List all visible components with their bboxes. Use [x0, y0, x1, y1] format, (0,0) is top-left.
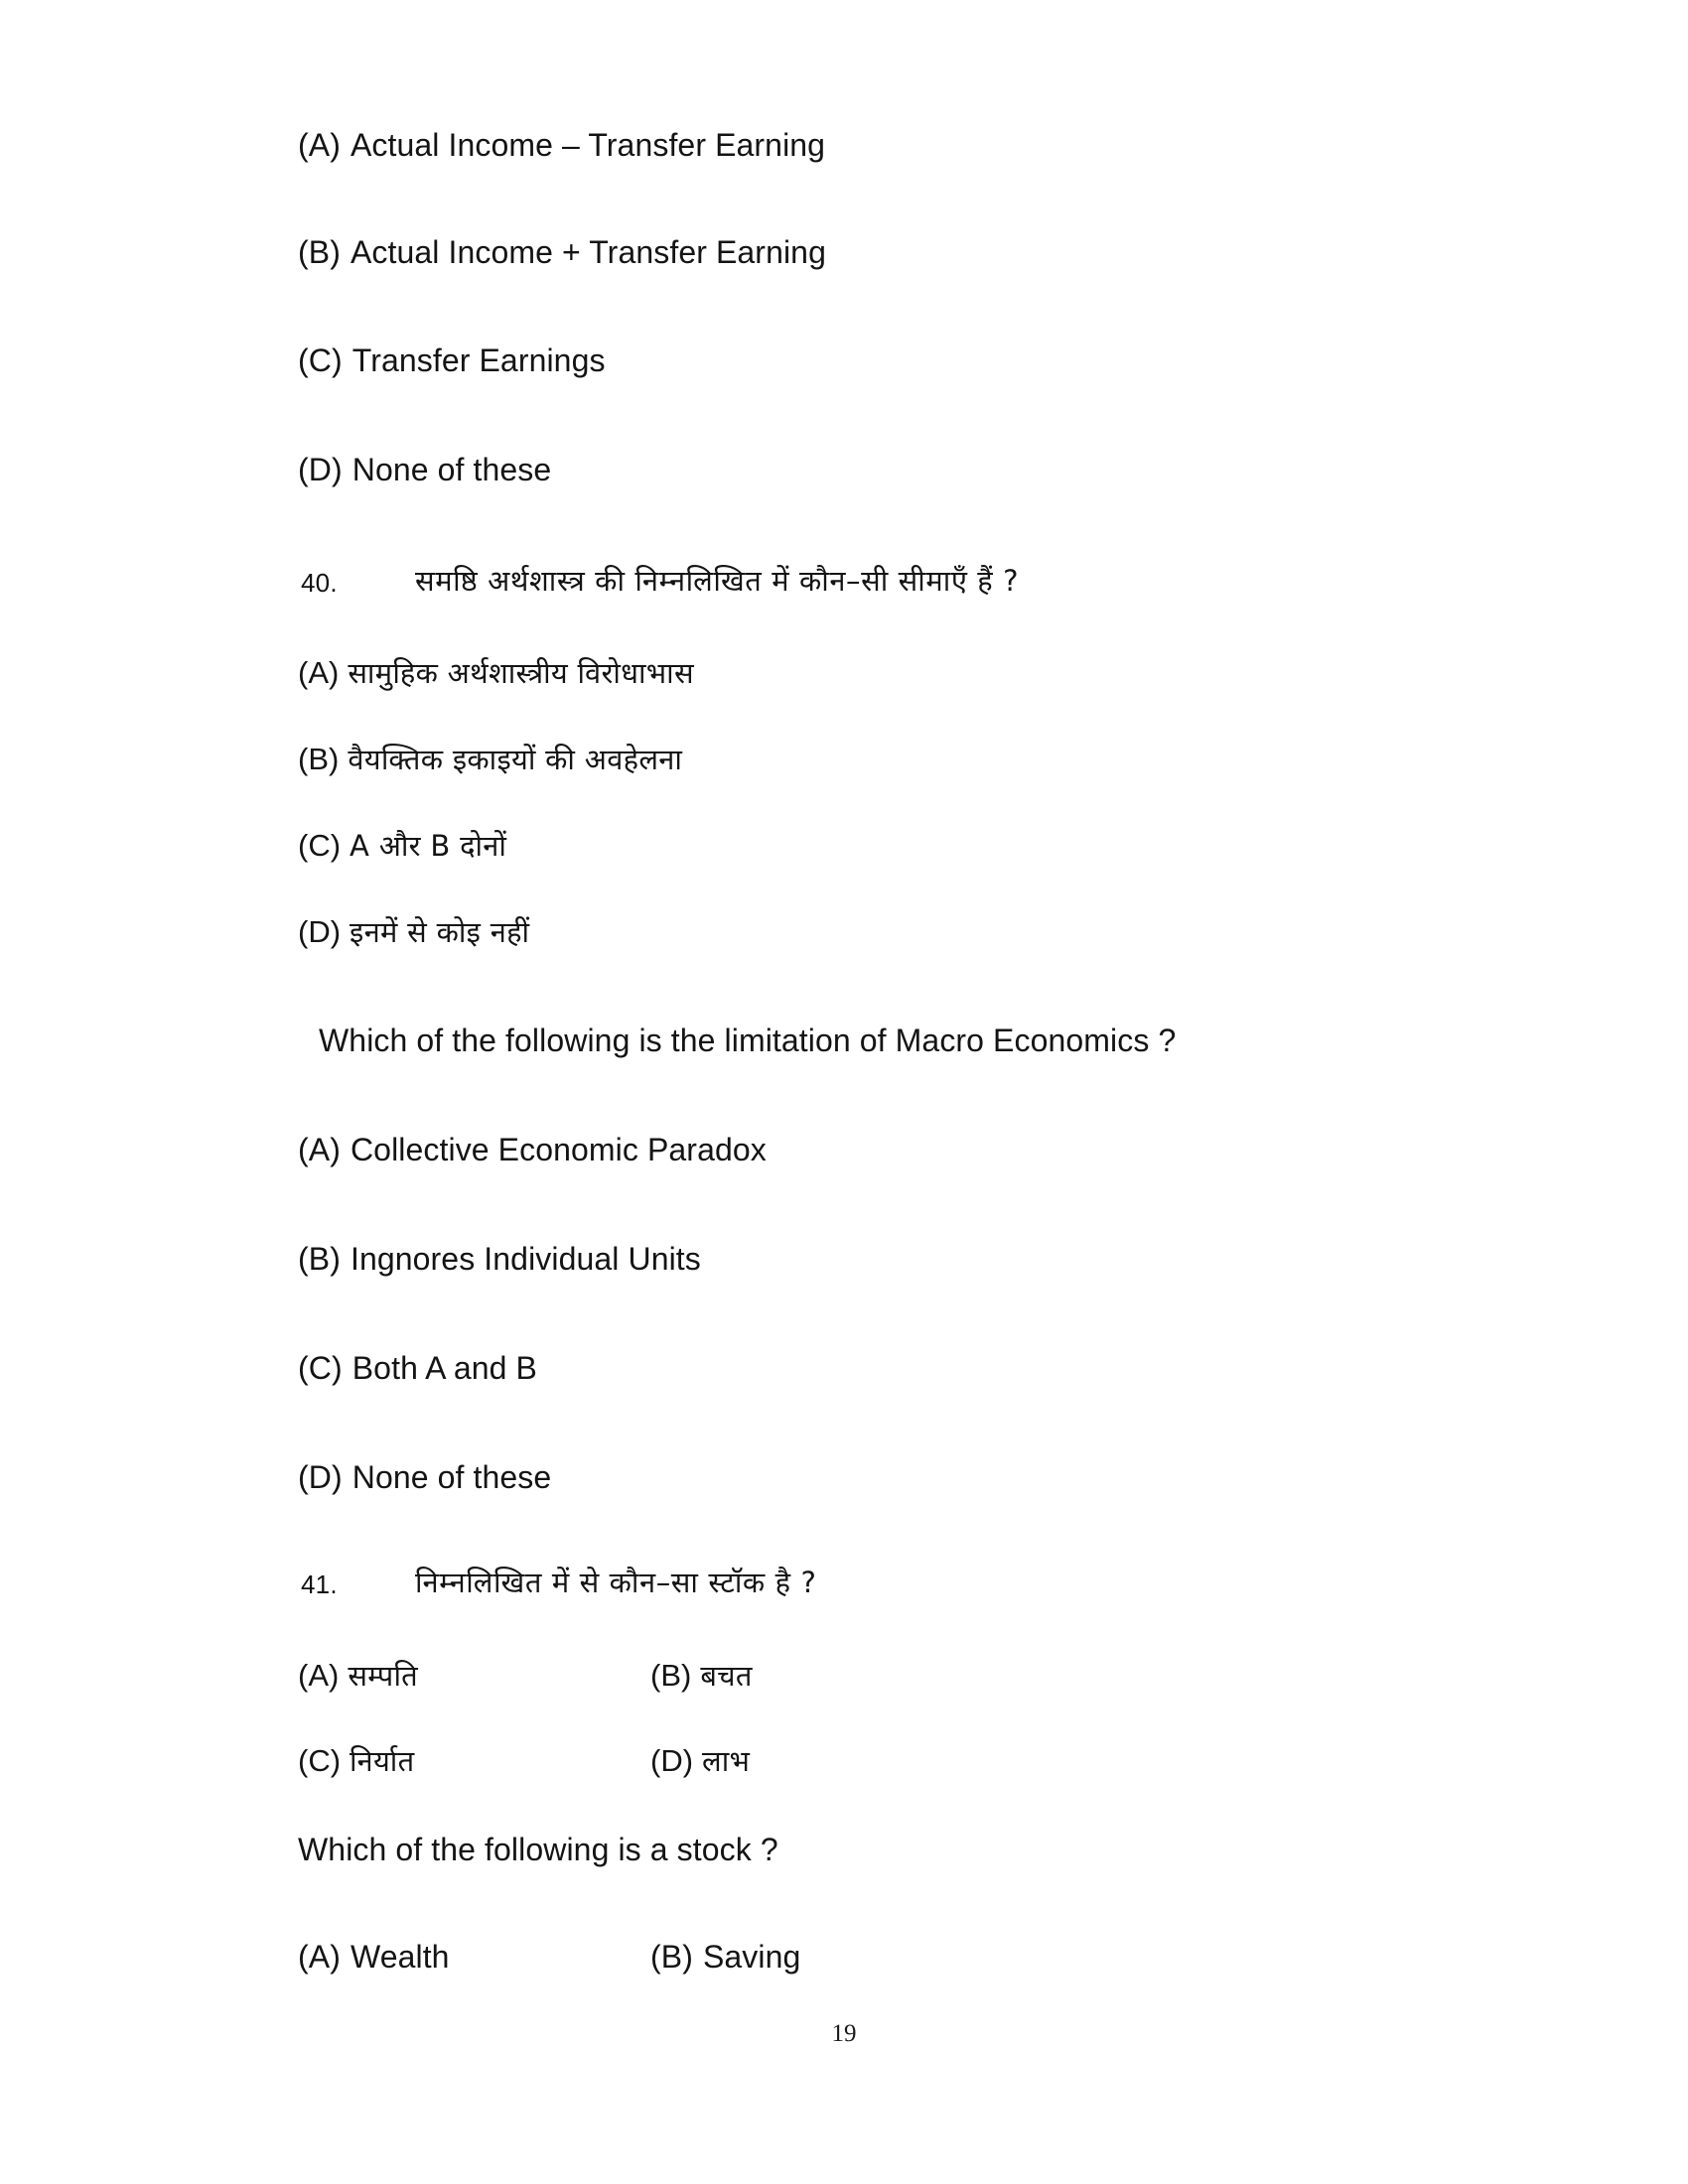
option-text: Actual Income + Transfer Earning — [350, 234, 826, 270]
option-label: (B) — [298, 234, 341, 270]
option-text: लाभ — [702, 1744, 751, 1778]
option-row — [298, 912, 529, 951]
option-row — [298, 826, 506, 865]
option-label: (A) — [298, 1132, 341, 1167]
option-label: (D) — [298, 914, 342, 949]
option-row — [650, 1939, 800, 1976]
question-40-english-text — [319, 1023, 1176, 1059]
option-row — [298, 342, 606, 379]
option-label: (D) — [650, 1743, 694, 1778]
option-label: (C) — [298, 1350, 343, 1386]
option-row — [298, 234, 826, 271]
question-41-hindi-text — [415, 1563, 816, 1601]
option-text: Transfer Earnings — [352, 342, 606, 378]
option-text: सम्पति — [348, 1659, 418, 1693]
option-label: (A) — [298, 655, 340, 690]
option-row — [298, 653, 694, 692]
option-label: (A) — [298, 1658, 340, 1693]
question-number-41: 41. — [301, 1570, 338, 1599]
option-label: (B) — [650, 1658, 692, 1693]
option-text: सामुहिक अर्थशास्त्रीय विरोधाभास — [348, 656, 694, 690]
question-40-hindi-text — [415, 561, 1019, 600]
option-label: (C) — [298, 342, 343, 378]
option-label: (A) — [298, 127, 341, 163]
question-text: निम्नलिखित में से कौन–सा स्टॉक है ? — [415, 1566, 817, 1599]
option-row — [298, 127, 825, 164]
option-row — [298, 1656, 418, 1695]
option-text: निर्यात — [350, 1744, 415, 1778]
question-text: Which of the following is the limitation of Macro Economics ? — [319, 1023, 1177, 1058]
option-label: (D) — [298, 1459, 343, 1495]
option-row — [298, 740, 682, 778]
option-row — [298, 452, 551, 488]
option-row — [298, 1132, 767, 1168]
option-text: None of these — [352, 1459, 552, 1495]
question-text: समष्ठि अर्थशास्त्र की निम्नलिखित में कौन–सी सीमाएँ हैं ? — [415, 564, 1020, 598]
option-text: बचत — [700, 1659, 753, 1693]
option-text: Actual Income – Transfer Earning — [350, 127, 826, 163]
option-row — [298, 1939, 450, 1976]
option-row — [298, 1459, 551, 1496]
option-row — [650, 1656, 753, 1695]
option-text: Wealth — [350, 1939, 450, 1975]
option-text: Saving — [702, 1939, 801, 1975]
page-number: 19 — [831, 2020, 857, 2047]
option-label: (B) — [298, 742, 340, 776]
option-row — [650, 1741, 750, 1780]
option-row — [298, 1741, 414, 1780]
option-text: A और B दोनों — [350, 829, 507, 863]
option-row — [298, 1241, 701, 1278]
option-row — [298, 1350, 537, 1387]
option-text: Both A and B — [352, 1350, 537, 1386]
question-number-40: 40. — [301, 568, 338, 598]
option-label: (C) — [298, 828, 342, 863]
option-label: (C) — [298, 1743, 342, 1778]
question-text: Which of the following is a stock ? — [298, 1832, 778, 1867]
option-label: (B) — [298, 1241, 341, 1277]
question-41-english-text — [298, 1832, 778, 1868]
option-label: (D) — [298, 452, 343, 487]
option-text: Ingnores Individual Units — [350, 1241, 701, 1277]
option-text: None of these — [352, 452, 552, 487]
option-label: (A) — [298, 1939, 341, 1975]
option-text: इनमें से कोइ नहीं — [350, 915, 530, 949]
option-text: वैयक्तिक इकाइयों की अवहेलना — [348, 743, 683, 776]
option-label: (B) — [650, 1939, 693, 1975]
option-text: Collective Economic Paradox — [350, 1132, 767, 1167]
